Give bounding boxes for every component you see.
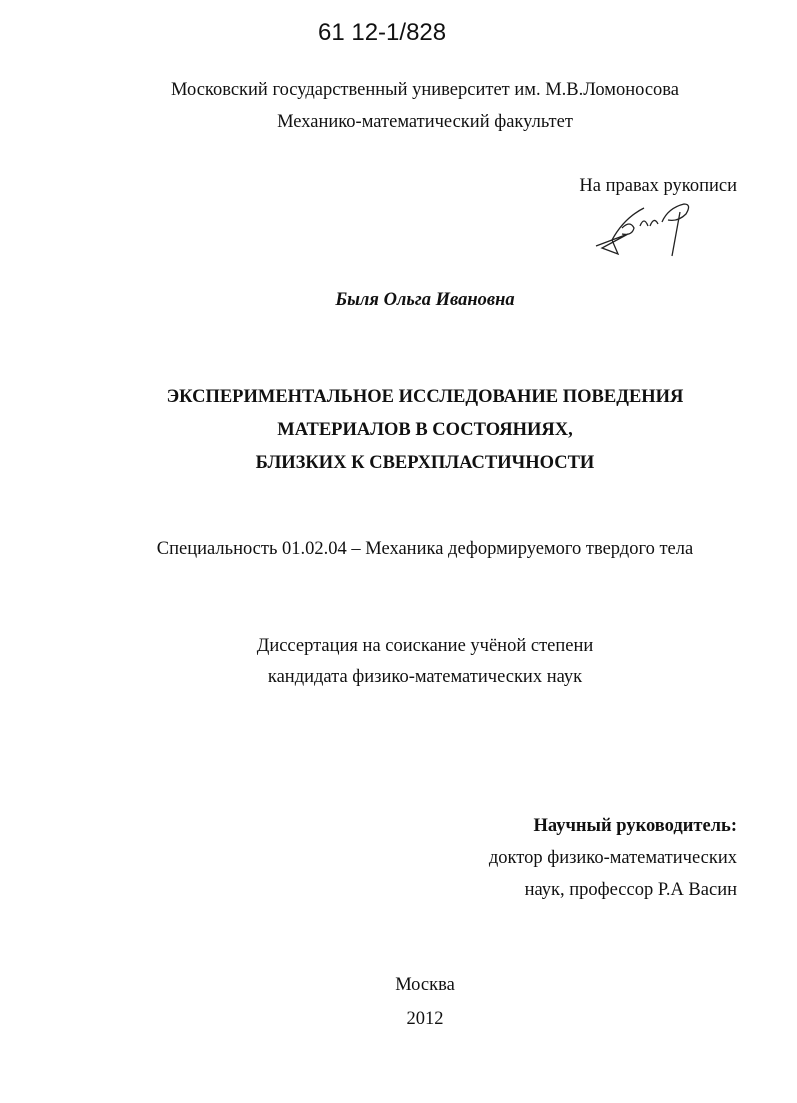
title-line-1: ЭКСПЕРИМЕНТАЛЬНОЕ ИССЛЕДОВАНИЕ ПОВЕДЕНИЯ [166, 387, 684, 407]
degree-line-1: Диссертация на соискание учёной степени [256, 636, 594, 656]
author-name: Быля Ольга Ивановна [335, 290, 515, 310]
advisor-line-1: доктор физико-математических [488, 848, 737, 868]
faculty-name: Механико-математический факультет [277, 112, 573, 132]
manuscript-rights: На правах рукописи [579, 176, 737, 196]
city: Москва [395, 975, 455, 995]
advisor-heading: Научный руководитель: [533, 816, 737, 836]
year: 2012 [406, 1009, 444, 1029]
advisor-line-2: наук, профессор Р.А Васин [524, 880, 737, 900]
university-name: Московский государственный университет им. М.В.Ломоносова [171, 80, 679, 100]
signature-image [588, 198, 708, 260]
title-line-2: МАТЕРИАЛОВ В СОСТОЯНИЯХ, [277, 420, 573, 440]
specialty: Специальность 01.02.04 – Механика деформируемого твердого тела [156, 539, 694, 559]
degree-line-2: кандидата физико-математических наук [267, 667, 583, 687]
title-line-3: БЛИЗКИХ К СВЕРХПЛАСТИЧНОСТИ [255, 453, 595, 473]
archive-code: 61 12-1/828 [318, 19, 447, 46]
